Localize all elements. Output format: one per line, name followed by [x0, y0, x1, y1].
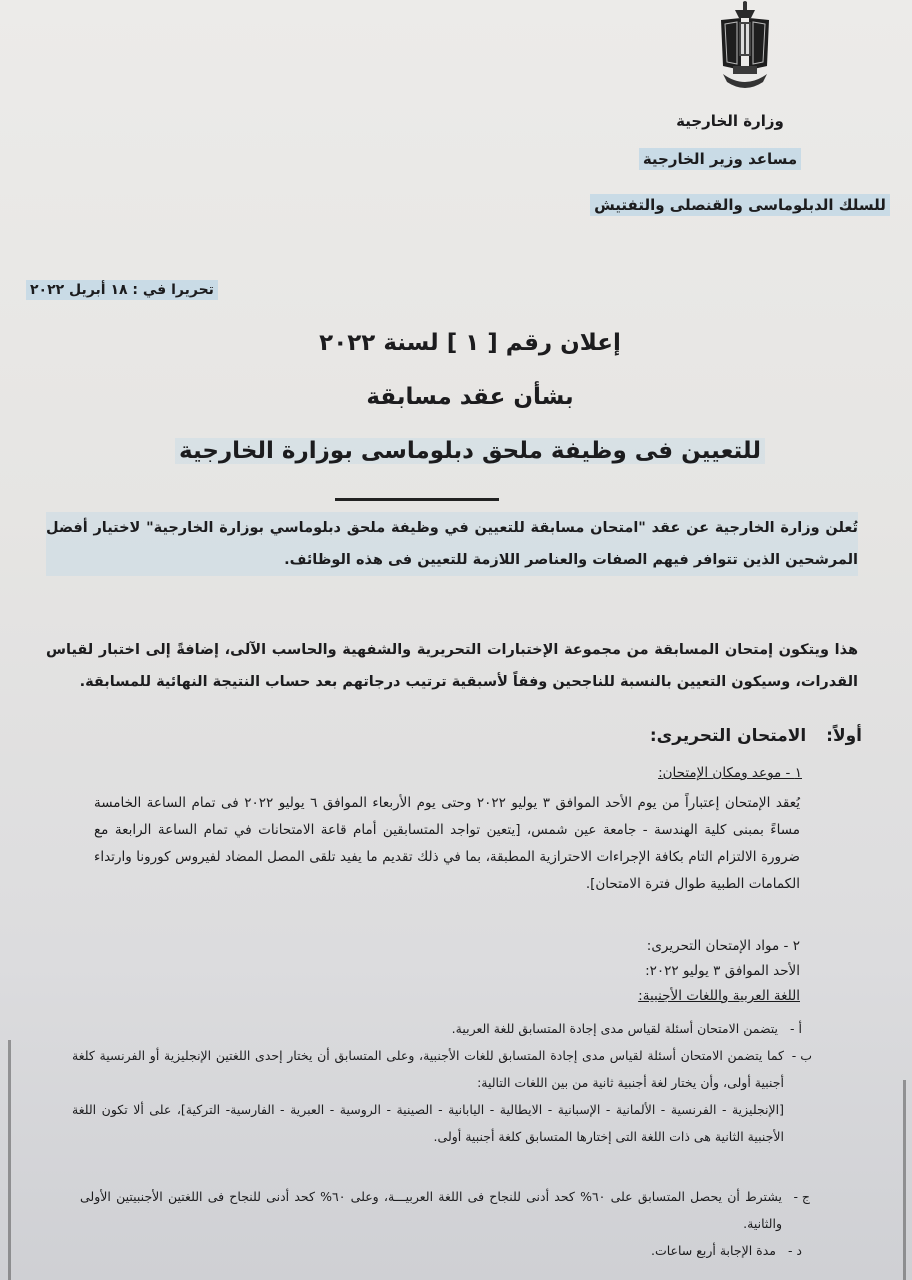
sector-label: للسلك الدبلوماسى والقنصلى والتفتيش	[590, 194, 890, 216]
list-item-a	[452, 1015, 802, 1042]
date-place-heading: ١ - موعد ومكان الإمتحان:	[658, 765, 802, 781]
item-label: ب -	[791, 1048, 812, 1063]
list-item-c	[80, 1183, 810, 1237]
intro-paragraph: تُعلن وزارة الخارجية عن عقد "امتحان مسابقة للتعيين في وظيفة ملحق دبلوماسي بوزارة الخارجية" لاختيار أفضل المرشحين الذين تتوافر فيهم الصفات والعناصر اللازمة للتعيين فى هذه الوظائف.	[46, 512, 858, 576]
date-place-text: يُعقد الإمتحان إعتباراً من يوم الأحد الموافق ٣ يوليو ٢٠٢٢ وحتى يوم الأربعاء الموافق ٦ يوليو ٢٠٢٢ فى تمام الساعة الخامسة مساءً بمبنى كلية الهندسة - جامعة عين شمس، [يتعين تواجد المتسابقين أمام قاعة الامتحانات في تمام الساعة الرابعة مع ضرورة الالتزام التام بكافة الإجراءات الاحترازية المطبقة، بما في ذلك تقديم ما يفيد تلقى المصل المضاد لفيروس كورونا وارتداء الكمامات الطبية طوال فترة الامتحان].	[94, 795, 801, 892]
announcement-number-title: إعلان رقم [ ١ ] لسنة ٢٠٢٢	[319, 330, 621, 356]
item-label: أ -	[790, 1021, 802, 1036]
announcement-position-title	[90, 438, 850, 464]
list-item-b	[72, 1042, 812, 1150]
eagle-emblem-icon	[713, 0, 777, 92]
section-one-heading	[650, 726, 862, 746]
position-title-label: للتعيين فى وظيفة ملحق دبلوماسى بوزارة الخارجية	[175, 438, 765, 464]
item-text: كما يتضمن الامتحان أسئلة لقياس مدى إجادة المتسابق للغات الأجنبية، وعلى المتسابق أن يختار إحدى اللغتين الإنجليزية أو الفرنسية كلغة أجنبية أولى، وأن يختار لغة أجنبية ثانية من بين اللغات التالية:	[72, 1048, 784, 1090]
item-text: مدة الإجابة أربع ساعات.	[650, 1243, 776, 1258]
item-text: يتضمن الامتحان أسئلة لقياس مدى إجادة المتسابق للغة العربية.	[451, 1021, 779, 1036]
announcement-subject-title: بشأن عقد مسابقة	[366, 384, 574, 410]
exam-day-heading: الأحد الموافق ٣ يوليو ٢٠٢٢:	[645, 963, 800, 979]
item-label: د -	[787, 1243, 802, 1258]
sector-title	[590, 196, 890, 214]
issue-date	[26, 282, 218, 298]
ministry-name: وزارة الخارجية	[676, 112, 784, 130]
assistant-minister-title	[600, 150, 840, 168]
item-label: ج -	[793, 1189, 810, 1204]
section-number: أولاً:	[826, 726, 862, 746]
subjects-heading: ٢ - مواد الإمتحان التحريرى:	[646, 938, 800, 954]
languages-list: [الإنجليزية - الفرنسية - الألمانية - الإسبانية - الايطالية - اليابانية - الصينية - الروسية - العبرية - الفارسية- التركية]، على ألا تكون اللغة الأجنبية الثانية هى ذات اللغة التى إختارها المتسابق كلغة أجنبية أولى.	[72, 1102, 784, 1144]
structure-paragraph: هذا ويتكون إمتحان المسابقة من مجموعة الإختبارات التحريرية والشفهية والحاسب الآلى، إضافةً إلى اختبار لقياس القدرات، وسيكون التعيين بالنسبة للناجحين وفقاً لأسبقية ترتيب درجاتهم بعد حساب النتيجة النهائية للمسابقة.	[46, 642, 858, 690]
monitor-edge-left	[8, 1040, 11, 1280]
list-item-d	[651, 1237, 802, 1264]
issue-date-label: تحريرا في : ١٨ أبريل ٢٠٢٢	[26, 280, 218, 300]
title-divider	[335, 498, 499, 501]
assistant-minister-label: مساعد وزير الخارجية	[639, 148, 801, 170]
monitor-edge-right	[903, 1080, 906, 1280]
section-title: الامتحان التحريرى:	[649, 726, 807, 746]
item-text: يشترط أن يحصل المتسابق على ٦٠% كحد أدنى للنجاح فى اللغة العربيـــة، وعلى ٦٠% كحد أدنى للنجاح فى اللغتين الأجنبيتين الأولى والثانية.	[80, 1189, 782, 1231]
languages-heading: اللغة العربية واللغات الأجنبية:	[638, 988, 800, 1004]
